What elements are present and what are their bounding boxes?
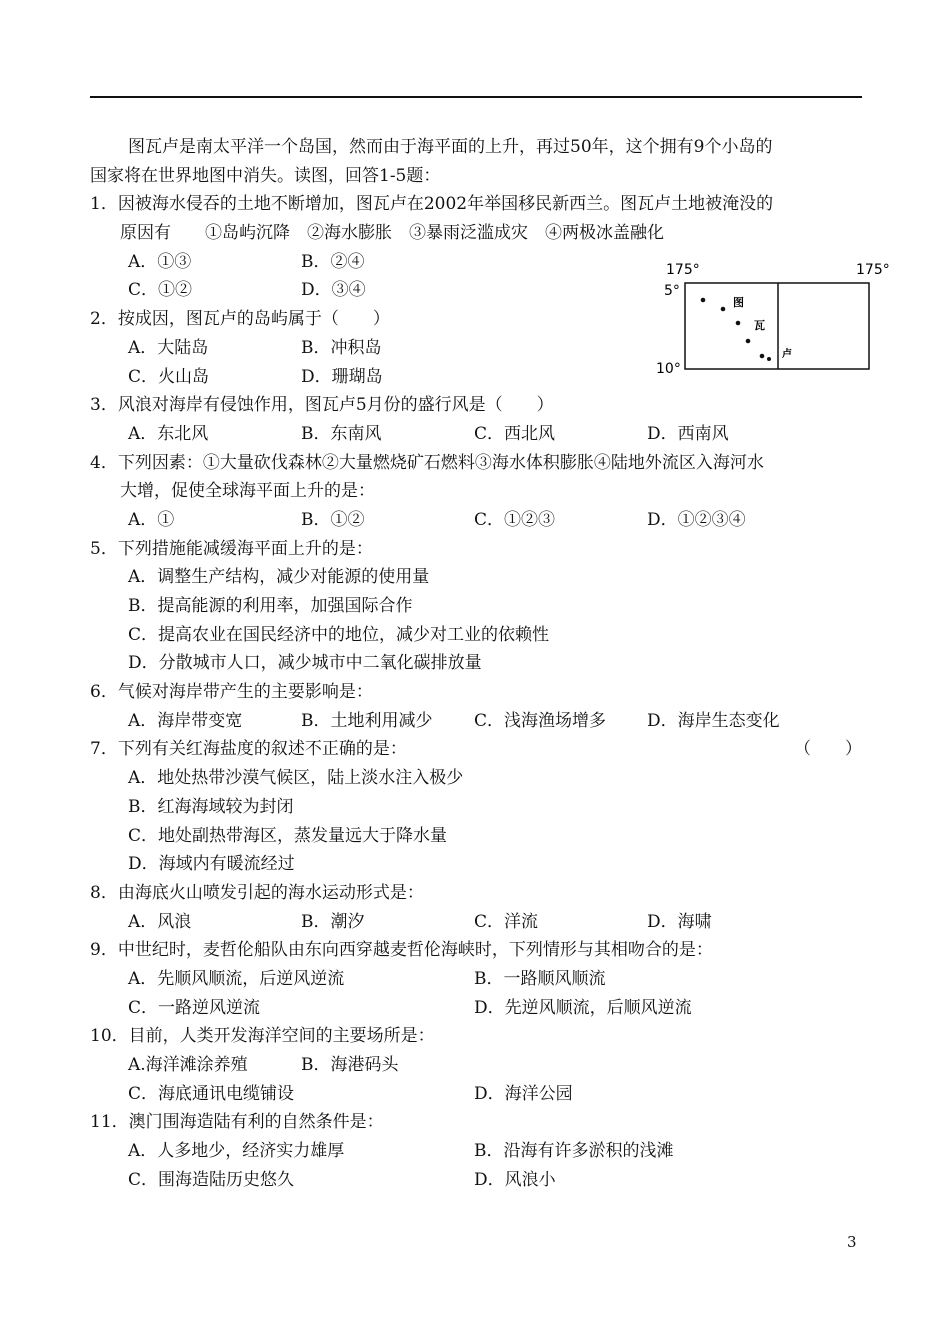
option-c: C．海底通讯电缆铺设 xyxy=(128,1083,295,1104)
option-c: C．①②③ xyxy=(474,509,556,530)
question-1-cont: 原因有 ①岛屿沉降 ②海水膨胀 ③暴雨泛滥成灾 ④两极冰盖融化 xyxy=(120,223,664,244)
question-6-options xyxy=(90,707,870,736)
question-2: 2．按成因，图瓦卢的岛屿属于（ ） xyxy=(90,309,390,330)
option-b: B．红海海域较为封闭 xyxy=(128,796,294,817)
option-b: B．提高能源的利用率，加强国际合作 xyxy=(128,596,413,616)
option-d: D．风浪小 xyxy=(474,1169,556,1190)
option-d: D．海洋公园 xyxy=(474,1083,573,1104)
question-11-options-cd xyxy=(90,1166,870,1195)
question-7 xyxy=(90,735,870,764)
question-7-text: 7．下列有关红海盐度的叙述不正确的是： xyxy=(90,739,407,760)
option-a: A．人多地少，经济实力雄厚 xyxy=(128,1141,345,1162)
question-10: 10．目前，人类开发海洋空间的主要场所是： xyxy=(90,1026,435,1047)
option-a: A．风浪 xyxy=(128,911,192,932)
option-c: C．火山岛 xyxy=(128,366,210,387)
question-3-options xyxy=(90,420,870,449)
island-marker xyxy=(767,357,771,361)
option-b: B．东南风 xyxy=(301,423,382,444)
option-a: A．先顺风顺流，后逆风逆流 xyxy=(128,968,345,989)
question-10-options-cd xyxy=(90,1080,870,1109)
island-marker xyxy=(721,307,726,312)
option-c: C．浅海渔场增多 xyxy=(474,710,607,731)
island-marker xyxy=(760,354,765,359)
island-marker xyxy=(736,321,741,326)
answer-bracket: （ ） xyxy=(794,739,862,760)
question-6: 6．气候对海岸带产生的主要影响是： xyxy=(90,682,373,703)
question-8: 8．由海底火山喷发引起的海水运动形式是： xyxy=(90,882,424,903)
option-a: A．①③ xyxy=(128,251,192,272)
question-3: 3．风浪对海岸有侵蚀作用，图瓦卢5月份的盛行风是（ ） xyxy=(90,395,554,416)
header-rule xyxy=(90,96,862,98)
option-b: B．沿海有许多淤积的浅滩 xyxy=(474,1141,674,1162)
question-4-cont: 大增，促使全球海平面上升的是： xyxy=(120,481,375,502)
option-a: A．海岸带变宽 xyxy=(128,710,243,731)
option-d: D．海啸 xyxy=(647,911,712,932)
question-9: 9．中世纪时，麦哲伦船队由东向西穿越麦哲伦海峡时，下列情形与其相吻合的是： xyxy=(90,940,713,961)
map-label-wa: 瓦 xyxy=(754,319,765,332)
option-d: D．珊瑚岛 xyxy=(301,366,383,387)
option-a: A.海洋滩涂养殖 xyxy=(128,1055,248,1075)
option-b: B．土地利用减少 xyxy=(301,710,433,731)
option-d: D．先逆风顺流，后顺风逆流 xyxy=(474,997,692,1018)
option-c: C．提高农业在国民经济中的地位，减少对工业的依赖性 xyxy=(128,624,550,645)
option-b: B．潮汐 xyxy=(301,911,365,932)
option-c: C．一路逆风逆流 xyxy=(128,997,261,1018)
island-marker xyxy=(701,298,706,303)
option-c: C．地处副热带海区，蒸发量远大于降水量 xyxy=(128,825,448,846)
option-d: D．分散城市人口，减少城市中二氧化碳排放量 xyxy=(128,653,482,674)
question-9-options-cd xyxy=(90,994,870,1023)
option-a: A．东北风 xyxy=(128,423,209,444)
lon-right-label: 175° xyxy=(856,262,890,278)
map-frame xyxy=(685,283,869,369)
option-a: A．地处热带沙漠气候区，陆上淡水注入极少 xyxy=(128,768,464,789)
intro-line-2: 国家将在世界地图中消失。读图，回答1-5题： xyxy=(90,165,441,186)
option-b: B．①② xyxy=(301,509,365,530)
option-b: B．海港码头 xyxy=(301,1055,399,1075)
option-a: A．大陆岛 xyxy=(128,337,209,358)
option-c: C．①② xyxy=(128,280,193,301)
option-a: A．① xyxy=(128,509,175,530)
tuvalu-map xyxy=(656,259,906,379)
question-10-options-ab xyxy=(90,1051,870,1080)
option-b: B．一路顺风顺流 xyxy=(474,968,606,989)
question-11-options-ab xyxy=(90,1137,870,1166)
map-label-lu: 卢 xyxy=(782,349,792,360)
page-number: 3 xyxy=(847,1233,857,1251)
question-8-options xyxy=(90,908,870,937)
option-d: D．西南风 xyxy=(647,423,729,444)
lat-bottom-label: 10° xyxy=(656,361,681,377)
option-c: C．洋流 xyxy=(474,911,539,932)
question-4: 4．下列因素：①大量砍伐森林②大量燃烧矿石燃料③海水体积膨胀④陆地外流区入海河水 xyxy=(90,452,764,473)
island-marker xyxy=(746,339,751,344)
question-4-options xyxy=(90,506,870,535)
lat-top-label: 5° xyxy=(664,283,680,299)
option-d: D．海域内有暖流经过 xyxy=(128,854,295,875)
option-b: B．冲积岛 xyxy=(301,337,382,358)
option-c: C．西北风 xyxy=(474,423,556,444)
map-label-tu: 图 xyxy=(733,296,744,309)
option-a: A．调整生产结构，减少对能源的使用量 xyxy=(128,567,430,588)
option-d: D．海岸生态变化 xyxy=(647,710,780,731)
intro-line-1: 图瓦卢是南太平洋一个岛国，然而由于海平面的上升，再过50年，这个拥有9个小岛的 xyxy=(128,137,773,157)
option-d: D．③④ xyxy=(301,280,366,301)
option-c: C．围海造陆历史悠久 xyxy=(128,1169,295,1190)
question-9-options-ab xyxy=(90,965,870,994)
option-b: B．②④ xyxy=(301,251,365,272)
question-5: 5．下列措施能减缓海平面上升的是： xyxy=(90,538,373,559)
question-1: 1．因被海水侵吞的土地不断增加，图瓦卢在2002年举国移民新西兰。图瓦卢土地被淹没的 xyxy=(90,194,774,215)
question-11: 11．澳门围海造陆有利的自然条件是： xyxy=(90,1112,384,1133)
lon-left-label: 175° xyxy=(666,262,700,278)
option-d: D．①②③④ xyxy=(647,509,746,530)
